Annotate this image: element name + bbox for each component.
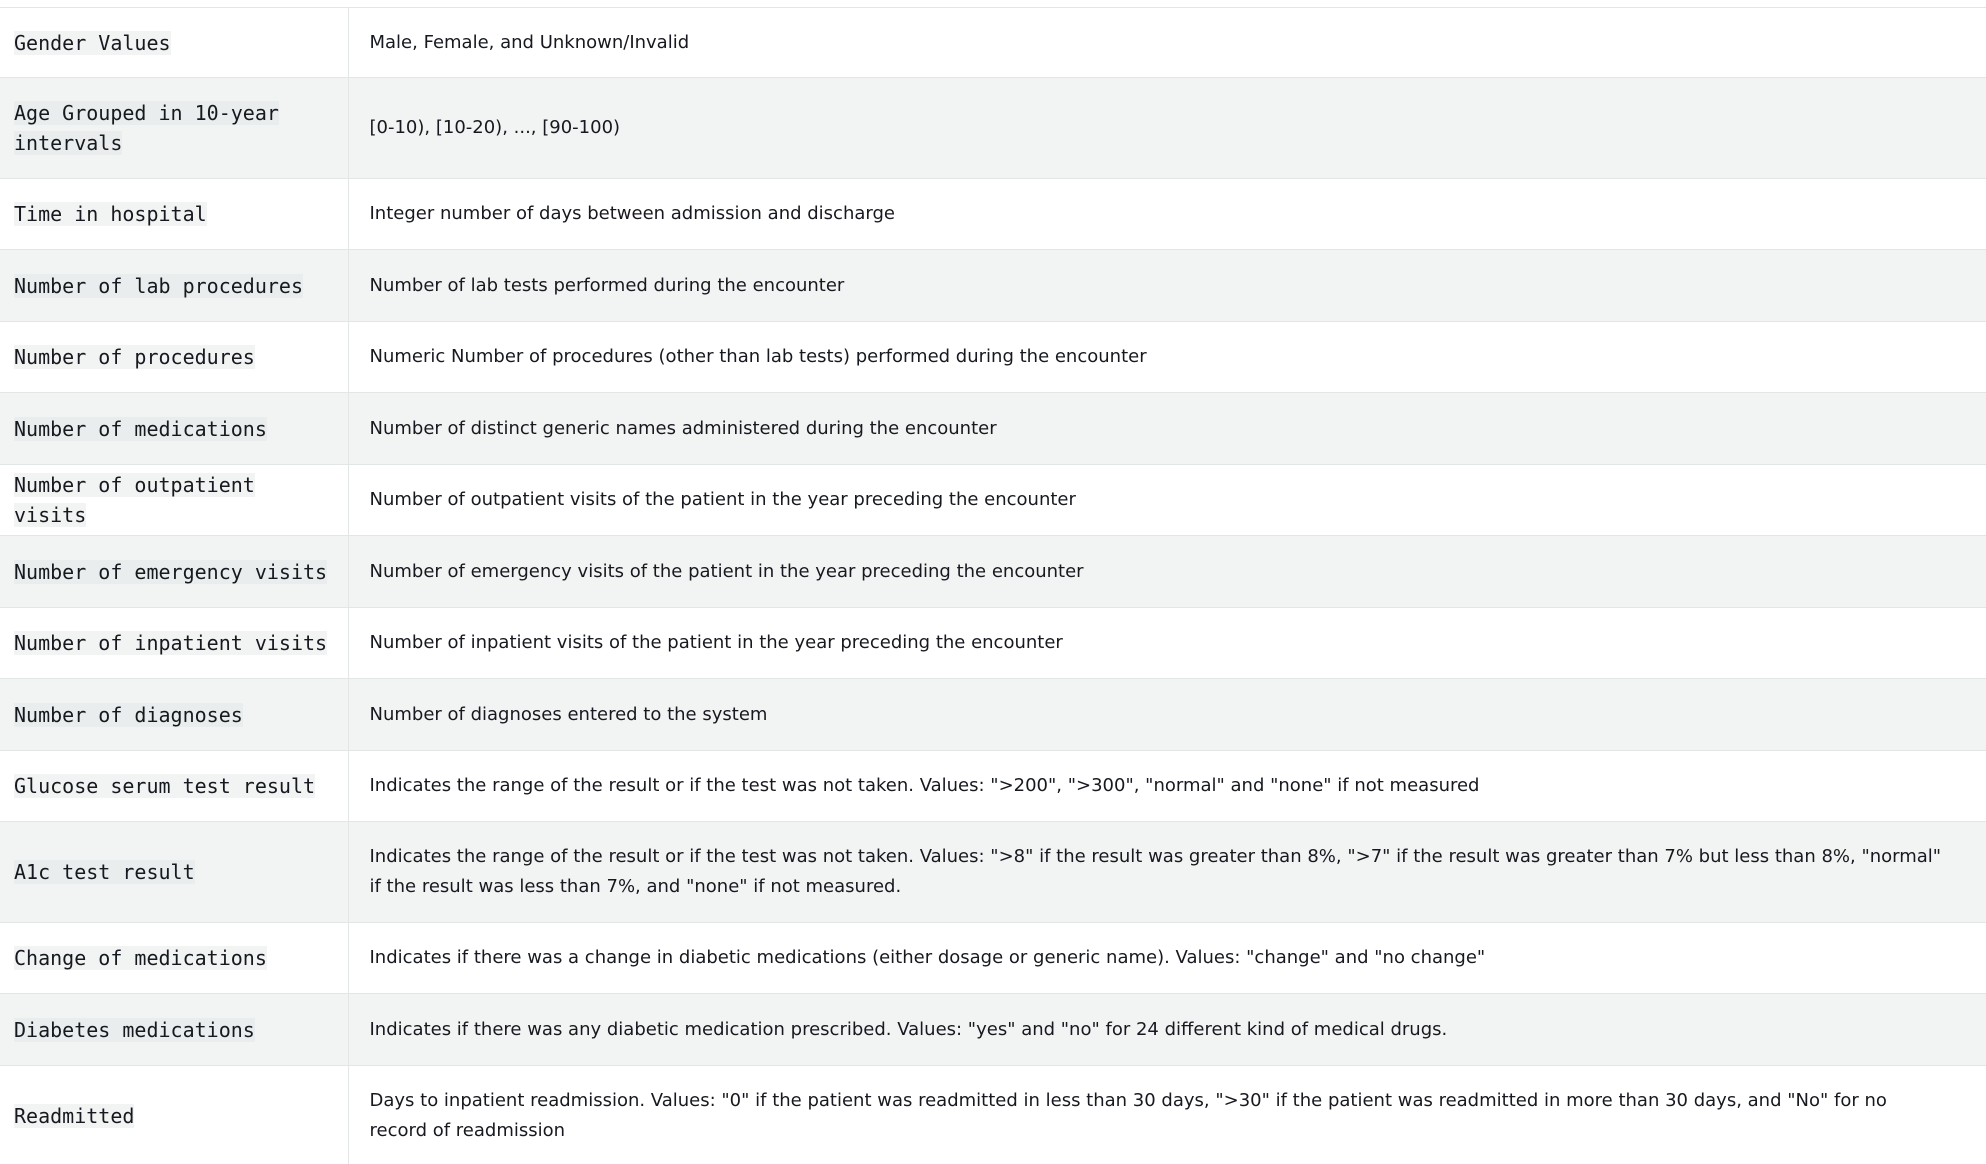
table-row: [0, 78, 1986, 179]
attribute-name: Number of diagnoses: [14, 702, 243, 727]
table-row: [0, 465, 1986, 536]
attribute-cell: [0, 536, 348, 608]
attribute-name: Glucose serum test result: [14, 774, 316, 798]
description-cell: [348, 994, 1986, 1066]
attribute-description: Indicates the range of the result or if the test was not taken. Values: ">200", ">300", "normal" and "none" if not measured: [369, 775, 1480, 796]
description-cell: [348, 1066, 1986, 1164]
description-cell: [348, 679, 1986, 751]
attribute-cell: [0, 322, 348, 393]
attribute-description: Number of distinct generic names administered during the encounter: [369, 417, 997, 439]
description-cell: [348, 179, 1986, 250]
attribute-cell: [0, 608, 348, 679]
attribute-description: Integer number of days between admission and discharge: [369, 203, 895, 224]
table-row: [0, 994, 1986, 1066]
attribute-name: Number of emergency visits: [14, 559, 328, 584]
attribute-name: Readmitted: [14, 1104, 135, 1128]
attribute-description: Number of outpatient visits of the patient in the year preceding the encounter: [369, 489, 1076, 510]
attribute-description: Days to inpatient readmission. Values: "0" if the patient was readmitted in less than 30 days, ">30" if the patient was readmitted in more than 30 days, and "No" for no record of readmission: [369, 1090, 1887, 1141]
attribute-name: Time in hospital: [14, 202, 207, 226]
attribute-description: Indicates if there was a change in diabetic medications (either dosage or generic name). Values: "change" and "no change": [369, 947, 1486, 968]
description-cell: [348, 8, 1986, 78]
attribute-cell: [0, 679, 348, 751]
attribute-name: Gender Values: [14, 30, 171, 55]
description-cell: [348, 923, 1986, 994]
table-row: [0, 923, 1986, 994]
attribute-description: Number of emergency visits of the patient in the year preceding the encounter: [369, 560, 1084, 582]
attribute-cell: [0, 8, 348, 78]
attribute-name: Diabetes medications: [14, 1017, 255, 1042]
attribute-name: Number of medications: [14, 416, 267, 441]
attribute-cell: [0, 994, 348, 1066]
attribute-description: [0-10), [10-20), ..., [90-100): [369, 117, 621, 138]
attribute-cell: [0, 393, 348, 465]
table-row: [0, 1066, 1986, 1164]
attribute-name: Number of outpatient visits: [14, 473, 255, 527]
description-cell: [348, 822, 1986, 923]
attribute-cell: [0, 179, 348, 250]
description-cell: [348, 78, 1986, 179]
attribute-description: Number of inpatient visits of the patient in the year preceding the encounter: [369, 632, 1063, 653]
attribute-description: Numeric Number of procedures (other than lab tests) performed during the encounter: [369, 346, 1147, 367]
attribute-description: Male, Female, and Unknown/Invalid: [369, 31, 690, 53]
table-row: [0, 822, 1986, 923]
attribute-description: Number of diagnoses entered to the system: [369, 703, 768, 725]
table-row: [0, 608, 1986, 679]
table-row: [0, 8, 1986, 78]
description-cell: [348, 465, 1986, 536]
attribute-description: Indicates the range of the result or if the test was not taken. Values: ">8" if the result was greater than 8%, ">7" if the result was greater than 7% but less than 8%, "normal" if the result was less than 7%, and "none" if not measured.: [369, 846, 1942, 897]
attribute-cell: [0, 250, 348, 322]
description-cell: [348, 536, 1986, 608]
attribute-name: A1c test result: [14, 860, 195, 884]
table-row: [0, 250, 1986, 322]
table-row: [0, 322, 1986, 393]
attribute-description: Number of lab tests performed during the encounter: [369, 274, 845, 296]
attribute-cell: [0, 465, 348, 536]
description-cell: [348, 751, 1986, 822]
description-cell: [348, 608, 1986, 679]
attribute-cell: [0, 822, 348, 923]
table-row: [0, 536, 1986, 608]
attribute-name: Change of medications: [14, 946, 267, 970]
description-cell: [348, 393, 1986, 465]
table-row: [0, 679, 1986, 751]
attribute-cell: [0, 78, 348, 179]
attribute-cell: [0, 751, 348, 822]
attribute-name: Number of procedures: [14, 345, 255, 369]
attribute-description: Indicates if there was any diabetic medication prescribed. Values: "yes" and "no" for 24 different kind of medical drugs.: [369, 1018, 1448, 1040]
description-cell: [348, 322, 1986, 393]
attribute-name: Number of lab procedures: [14, 273, 303, 298]
description-cell: [348, 250, 1986, 322]
table-row: [0, 393, 1986, 465]
table-row: [0, 179, 1986, 250]
table-row: [0, 751, 1986, 822]
attribute-name: Age Grouped in 10-year intervals: [14, 101, 279, 155]
attribute-cell: [0, 1066, 348, 1164]
attribute-name: Number of inpatient visits: [14, 631, 328, 655]
attributes-table: [0, 7, 1986, 1164]
attribute-cell: [0, 923, 348, 994]
